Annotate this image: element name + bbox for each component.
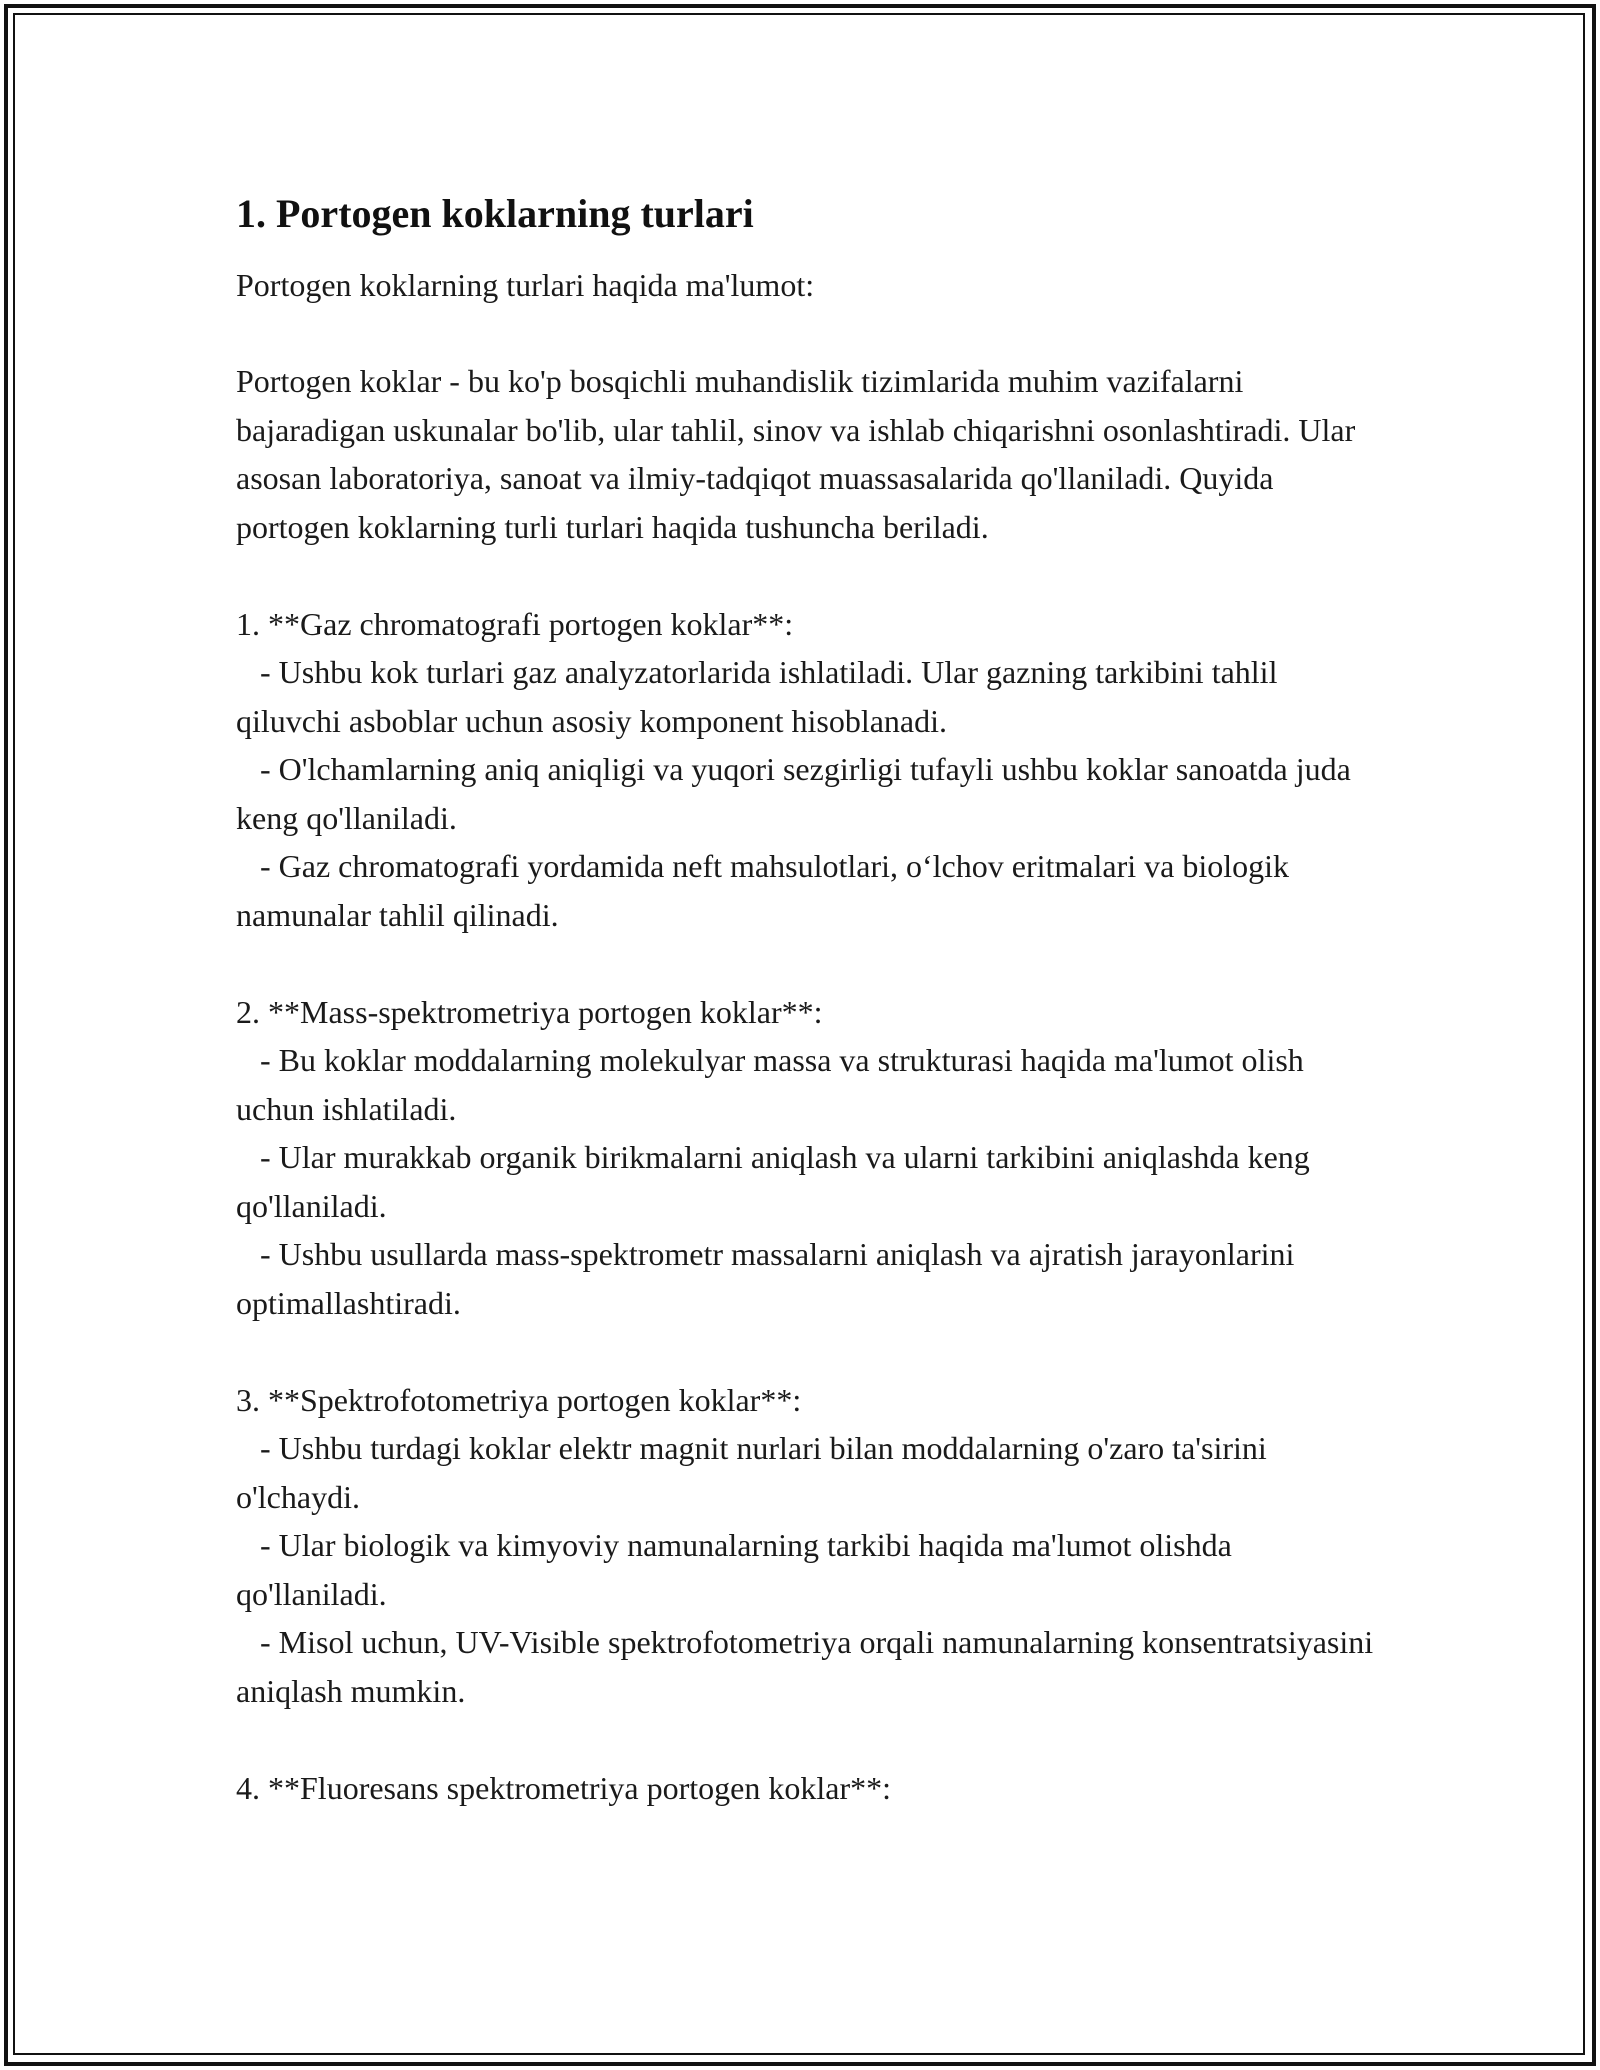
section-mass-spectrometry: [236, 988, 1386, 1328]
section-fluorescence-spectrometry: [236, 1764, 1386, 1813]
list-item: [236, 1424, 1386, 1521]
list-item-text: - Misol uchun, UV-Visible spektrofotometriya orqali namunalarning konsentratsiyasini aniqlash mumkin.: [236, 1624, 1374, 1709]
list-item-text: - Gaz chromatografi yordamida neft mahsulotlari, o‘lchov eritmalari va biologik namunalar tahlil qilinadi.: [236, 848, 1289, 933]
intro-text: Portogen koklarning turlari haqida ma'lumot:: [236, 267, 815, 303]
list-item: [236, 1230, 1386, 1327]
list-item: [236, 1521, 1386, 1618]
section-heading: 4. **Fluoresans spektrometriya portogen koklar**:: [236, 1769, 891, 1806]
list-item-text: - Bu koklar moddalarning molekulyar massa va strukturasi haqida ma'lumot olish uchun ishlatiladi.: [236, 1042, 1304, 1127]
section-heading: 2. **Mass-spektrometriya portogen koklar**:: [236, 993, 823, 1030]
list-item: [236, 842, 1386, 939]
list-item: [236, 745, 1386, 842]
document-title: 1. Portogen koklarning turlari: [236, 191, 754, 236]
section-gas-chromatography: [236, 600, 1386, 940]
section-heading: 3. **Spektrofotometriya portogen koklar**:: [236, 1381, 802, 1418]
list-item: [236, 1618, 1386, 1715]
list-item-text: - Ular murakkab organik birikmalarni aniqlash va ularni tarkibini aniqlashda keng qo'llaniladi.: [236, 1139, 1310, 1224]
list-item: [236, 1133, 1386, 1230]
list-item-text: - Ushbu kok turlari gaz analyzatorlarida ishlatiladi. Ular gazning tarkibini tahlil qiluvchi asboblar uchun asosiy komponent hisoblanadi.: [236, 654, 1278, 739]
list-item-text: - O'lchamlarning aniq aniqligi va yuqori sezgirligi tufayli ushbu koklar sanoatda juda keng qo'llaniladi.: [236, 751, 1351, 836]
list-item-text: - Ular biologik va kimyoviy namunalarning tarkibi haqida ma'lumot olishda qo'llaniladi.: [236, 1527, 1232, 1612]
list-item: [236, 648, 1386, 745]
list-item: [236, 1036, 1386, 1133]
list-item-text: - Ushbu usullarda mass-spektrometr massalarni aniqlash va ajratish jarayonlarini optimallashtiradi.: [236, 1236, 1295, 1321]
section-heading: 1. **Gaz chromatografi portogen koklar**:: [236, 605, 794, 642]
list-item-text: - Ushbu turdagi koklar elektr magnit nurlari bilan moddalarning o'zaro ta'sirini o'lchaydi.: [236, 1430, 1267, 1515]
document-body: [236, 185, 1386, 1812]
overview-paragraph: Portogen koklar - bu ko'p bosqichli muhandislik tizimlarida muhim vazifalarni bajaradigan uskunalar bo'lib, ular tahlil, sinov va ishlab chiqarishni osonlashtiradi. Ular asosan laboratoriya, sanoat va ilmiy-tadqiqot muassasalarida qo'llaniladi. Quyida portogen koklarning turli turlari haqida tushuncha beriladi.: [236, 363, 1356, 545]
section-spectrophotometry: [236, 1376, 1386, 1716]
